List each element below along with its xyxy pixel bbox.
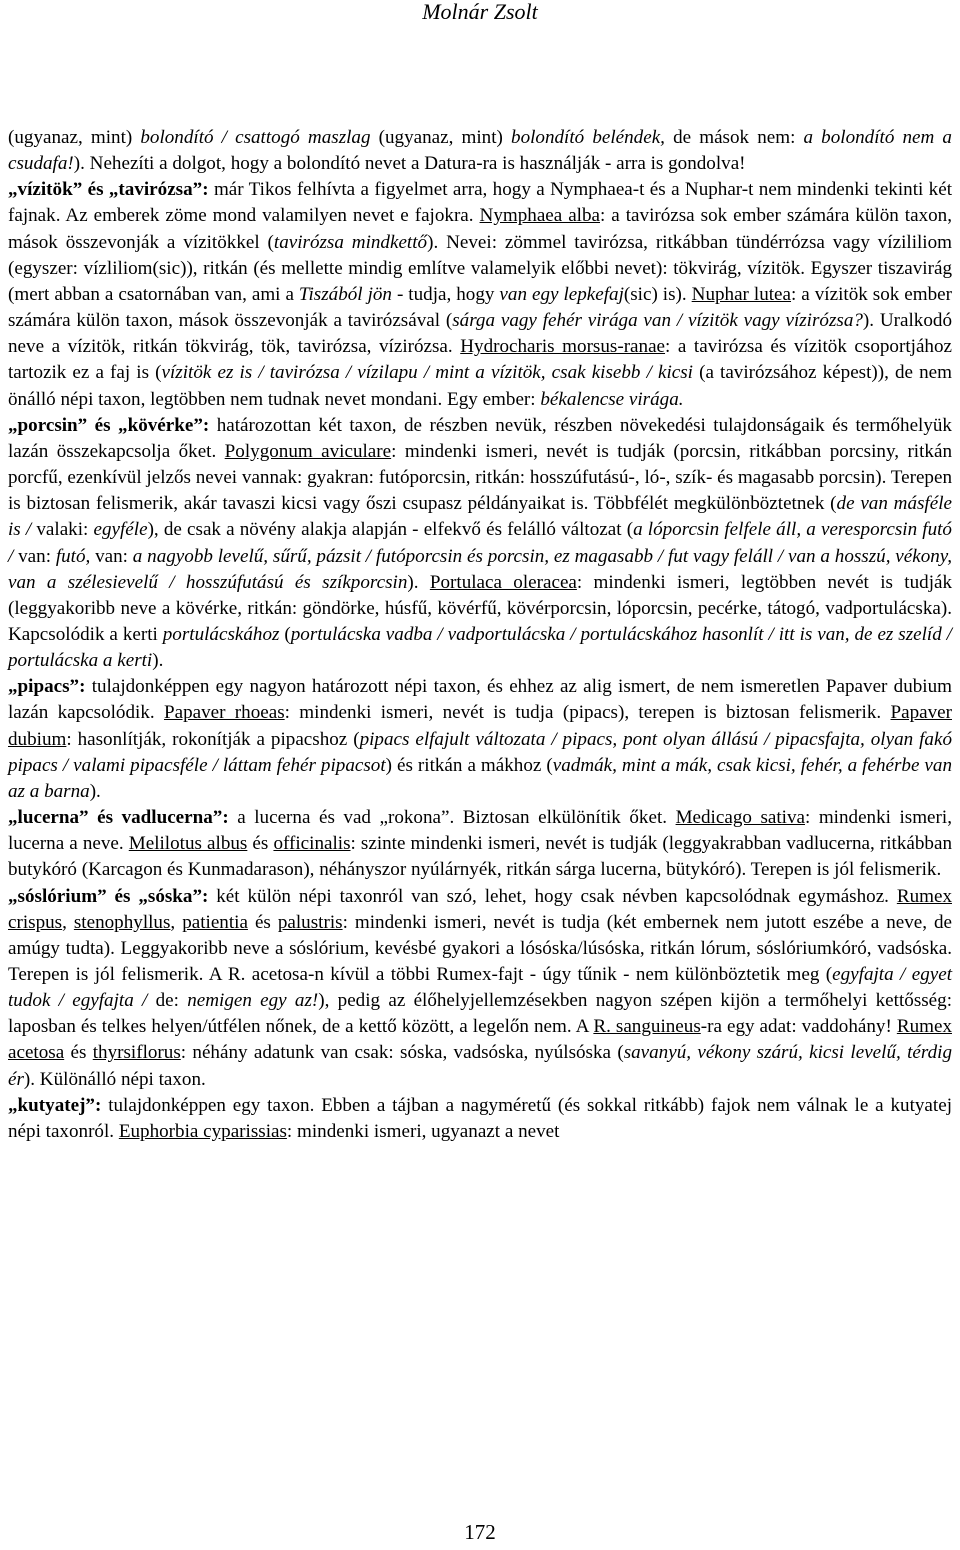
text-run: ), pedig az élőhelyjellemzésekben nagyon szépen kijön a termőhelyi kettősség: laposban és telkes helyen/útfélen nőnek, de a kettő között, a legelőn nem. A bbox=[8, 990, 953, 1038]
text-run: ). Nehezíti a dolgot, hogy a bolondító nevet a Datura-ra is használják - arra is gondolva! bbox=[73, 153, 746, 175]
text-run: tulajdonképpen egy taxon. Ebben a tájban a nagyméretű (és sokkal ritkább) fajok nem válnak le a kutyatej népi taxonról. bbox=[8, 1094, 952, 1142]
species-name: Papaver dubium bbox=[8, 702, 952, 750]
species-name: Euphorbia cyparissias bbox=[118, 1120, 287, 1142]
text-run: : mindenki ismeri, nevét is tudják (porcsin, ritkábban porcsiny, ritkán porcfű, ezenkívül jelzős nevei vannak: gyakran: futóporcsin, ritkán: hosszúfutású-, ló-, szík- és magasabb porcsin). Terepen is biztosan felismerik, akár tavaszi kicsi vagy őszi csupasz példányaikat is. Többfélét megkülönböztetnek ( bbox=[8, 440, 952, 515]
quoted-phrase: sárga vagy fehér virága van / vízitök vagy vízirózsa? bbox=[452, 310, 863, 332]
paragraph-soslorium-soska bbox=[8, 884, 952, 1093]
text-run: ). Uralkodó neve a vízitök, ritkán tökvirág, tök, tavirózsa, vízirózsa. bbox=[8, 310, 952, 358]
taxon-heading: „pipacs”: bbox=[8, 676, 86, 698]
species-name: Nuphar lutea bbox=[691, 283, 792, 305]
quoted-phrase: a lóporcsin felfele áll, a veresporcsin futó / bbox=[8, 519, 952, 567]
text-run: ). bbox=[152, 650, 164, 672]
text-run: és bbox=[247, 833, 274, 855]
text-run: (ugyanaz, mint) bbox=[370, 127, 512, 148]
quoted-phrase: savanyú, vékony szárú, kicsi levelű, térdig ér bbox=[8, 1042, 952, 1090]
text-run: : mindenki ismeri, nevét is tudja (két embernek nem jutott eszébe a neve, de amúgy tudta). Leggyakoribb neve a sóslórium, kevésbé gyakori a lósóska/lúsóska, ritkán lórum, sóslóriumkóró, vadsóska. Terepen is jól felismerik. A R. acetosa-n kívül a többi Rumex-fajt - úgy tűnik - nem különböztetik meg ( bbox=[8, 911, 953, 985]
species-name: Melilotus albus bbox=[128, 833, 248, 855]
taxon-heading: „kutyatej”: bbox=[8, 1094, 102, 1116]
species-name: R. sanguineus bbox=[593, 1016, 701, 1038]
taxon-heading: „vízitök” és „tavirózsa”: bbox=[8, 179, 209, 201]
species-name: Portulaca oleracea bbox=[429, 571, 577, 593]
text-run: van: bbox=[90, 545, 133, 567]
text-run: ). bbox=[89, 780, 101, 802]
species-name: Medicago sativa bbox=[675, 807, 805, 829]
text-run: ) és ritkán a mákhoz ( bbox=[385, 754, 553, 776]
quoted-phrase: nemigen egy az! bbox=[187, 990, 319, 1012]
quoted-phrase: pipacs elfajult változata / pipacs, pont olyan állású / pipacsfajta, olyan fakó pipacs / valami pipacsféle / láttam fehér pipacsot bbox=[8, 728, 952, 776]
species-name: Rumex crispus bbox=[8, 885, 952, 933]
text-run: már Tikos felhívta a figyelmet arra, hogy a Nymphaea-t és a Nuphar-t nem mindenki tekinti két fajnak. Az emberek zöme mond valamilyen nevet e fajokra. bbox=[8, 179, 953, 227]
species-name: Rumex acetosa bbox=[8, 1016, 952, 1064]
text-run: és bbox=[64, 1042, 93, 1064]
text-run: : hasonlítják, rokonítják a pipacshoz ( bbox=[66, 728, 360, 750]
quoted-phrase: bolondító beléndek, bbox=[511, 127, 665, 148]
text-run: : mindenki ismeri, nevét is tudja (pipacs), terepen is biztosan felismerik. bbox=[284, 702, 891, 724]
species-name: Hydrocharis morsus-ranae bbox=[460, 336, 666, 358]
species-name: palustris bbox=[277, 911, 343, 933]
page-number: 172 bbox=[464, 1520, 496, 1544]
text-run: ). bbox=[407, 571, 430, 593]
text-run: de: bbox=[147, 990, 188, 1012]
taxon-heading: „sóslórium” és „sóska”: bbox=[8, 885, 209, 907]
text-run: : a tavirózsa és vízitök csoportjához tartozik ez a faj is ( bbox=[8, 336, 952, 384]
text-run: határozottan két taxon, de részben nevük, részben növekedési tulajdonságaik és termőhelyük lazán összekapcsolja őket. bbox=[8, 414, 952, 462]
text-run: : mindenki ismeri, lucerna a neve. bbox=[8, 807, 952, 855]
body-text bbox=[8, 125, 952, 1145]
paragraph-kutyatej bbox=[8, 1093, 952, 1145]
species-name: patientia bbox=[182, 911, 248, 933]
text-run: van: bbox=[13, 545, 56, 567]
text-run: a lucerna és vad „rokona”. Biztosan elkülönítik őket. bbox=[228, 807, 676, 829]
taxon-heading: „porcsin” és „kövérke”: bbox=[8, 414, 210, 436]
text-run: : mindenki ismeri, legtöbben nevét is tudják (leggyakoribb neve a kövérke, ritkán: göndörke, húsfű, kövérfű, kövérporcsin, lóporcsin, pecérke, tátogó, vadportulácska). Kapcsolódik a kerti bbox=[8, 571, 953, 645]
species-name: Papaver rhoeas bbox=[163, 702, 285, 724]
text-run: : szinte mindenki ismeri, nevét is tudják (leggyakrabban vadlucerna, ritkábban butykóró (Karcagon és Kunmadarason), néhányszor nyúlárnyék, ritkán sárga lucerna, bütykóró). Terepen is jól felismerik. bbox=[8, 833, 952, 881]
running-header: Molnár Zsolt bbox=[422, 0, 538, 24]
paragraph-datura bbox=[8, 125, 952, 177]
quoted-phrase: egyféle bbox=[93, 519, 148, 541]
text-run: két külön népi taxonról van szó, lehet, hogy csak névben kapcsolódnak egymáshoz. bbox=[208, 885, 897, 907]
text-run: -ra egy adat: vaddohány! bbox=[700, 1016, 897, 1038]
taxon-heading: „lucerna” és vadlucerna”: bbox=[8, 807, 229, 829]
species-name: stenophyllus bbox=[73, 911, 171, 933]
text-run: : mindenki ismeri, ugyanazt a nevet bbox=[286, 1120, 560, 1142]
text-run: ). Különálló népi taxon. bbox=[23, 1068, 206, 1090]
text-run: tulajdonképpen egy nagyon határozott népi taxon, és ehhez az alig ismert, de nem ismeretlen Papaver dubium lazán kapcsolódik. bbox=[8, 676, 952, 724]
species-name: Polygonum aviculare bbox=[224, 440, 392, 462]
quoted-phrase: vízitök ez is / tavirózsa / vízilapu / mint a vízitök, csak kisebb / kicsi bbox=[161, 362, 693, 384]
quoted-phrase: vadmák, mint a mák, csak kicsi, fehér, a fehérbe van az a barna bbox=[8, 754, 952, 802]
quoted-phrase: de van másféle is / bbox=[8, 493, 952, 541]
text-run: - tudja, hogy bbox=[391, 283, 500, 305]
text-run: és bbox=[247, 911, 278, 933]
text-run: (sic) is). bbox=[623, 283, 692, 305]
text-run: de mások nem: bbox=[664, 127, 804, 148]
paragraph-vizitok-tavirozsa bbox=[8, 177, 952, 412]
text-run: ). Nevei: zömmel tavirózsa, ritkábban tündérrózsa vagy vízililiom (egyszer: vízliliom(sic)), ritkán (és mellette mindig említve valamelyik előbbi nevet): tökvirág, vízitök. Egyszer tiszavirág (mert abban a csatornában van, ami a bbox=[8, 231, 953, 305]
text-run: , bbox=[170, 911, 183, 933]
text-run: : a vízitök sok ember számára külön taxon, mások összevonják a tavirózsával ( bbox=[8, 283, 952, 332]
quoted-phrase: tavirózsa mindkettő bbox=[273, 231, 428, 253]
quoted-phrase: futó, bbox=[55, 545, 91, 567]
quoted-phrase: békalencse virága. bbox=[540, 388, 684, 410]
species-name: officinalis bbox=[273, 833, 351, 855]
text-run: ), de csak a növény alakja alapján - elfekvő és felálló változat ( bbox=[147, 519, 634, 541]
species-name: thyrsiflorus bbox=[92, 1042, 181, 1064]
paragraph-lucerna bbox=[8, 805, 952, 883]
text-run: : néhány adatunk van csak: sóska, vadsóska, nyúlsóska ( bbox=[180, 1042, 624, 1064]
text-run: (a tavirózsához képest)), de nem önálló népi taxon, legtöbben nem tudnak nevet mondani. Egy ember: bbox=[8, 362, 952, 410]
text-run: (ugyanaz, mint) bbox=[8, 127, 141, 148]
text-run: , bbox=[62, 911, 74, 933]
quoted-phrase: van egy lepkefaj bbox=[499, 283, 624, 305]
paragraph-porcsin-koverke bbox=[8, 413, 952, 675]
quoted-phrase: portulácskához bbox=[162, 623, 280, 645]
quoted-phrase: portulácska vadba / vadportulácska / portulácskához hasonlít / itt is van, de ez szelíd / portulácska a kerti bbox=[8, 623, 952, 672]
species-name: Nymphaea alba bbox=[479, 205, 601, 227]
text-run: ( bbox=[279, 623, 291, 645]
text-run: : a tavirózsa sok ember számára külön taxon, mások összevonják a vízitökkel ( bbox=[8, 205, 952, 253]
quoted-phrase: bolondító / csattogó maszlag bbox=[140, 127, 371, 148]
quoted-phrase: egyfajta / egyet tudok / egyfajta / bbox=[8, 964, 952, 1012]
quoted-phrase: Tiszából jön bbox=[298, 283, 392, 305]
paragraph-pipacs bbox=[8, 674, 952, 805]
quoted-phrase: a bolondító nem a csudafa! bbox=[8, 127, 952, 175]
quoted-phrase: a nagyobb levelű, sűrű, pázsit / futóporcsin és porcsin, ez magasabb / fut vagy feláll / van a hosszú, vékony, van a szélesievelű / hosszúfutású és szíkporcsin bbox=[8, 545, 952, 593]
text-run: valaki: bbox=[31, 519, 94, 541]
